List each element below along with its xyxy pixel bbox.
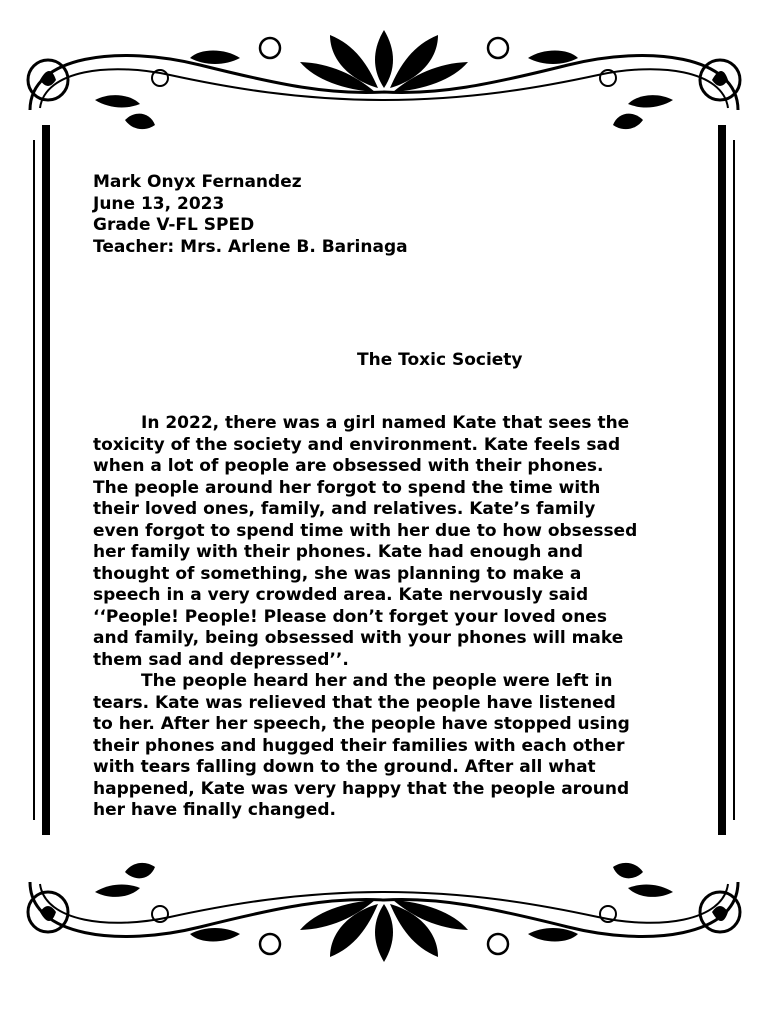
top-ornament (28, 30, 740, 129)
right-border-thin-line (733, 140, 735, 820)
essay-line: The people around her forgot to spend the time with (93, 477, 601, 498)
grade-level: Grade V-FL SPED (93, 215, 255, 235)
essay-line: ‘‘People! People! Please don’t forget your loved ones (93, 606, 607, 627)
essay-title: The Toxic Society (357, 350, 523, 370)
essay-line: thought of something, she was planning to make a (93, 563, 582, 584)
left-border-thin-line (33, 140, 35, 820)
student-name: Mark Onyx Fernandez (93, 172, 302, 192)
essay-line: even forgot to spend time with her due to how obsessed (93, 520, 638, 541)
teacher-name: Teacher: Mrs. Arlene B. Barinaga (93, 236, 408, 257)
essay-line: with tears falling down to the ground. After all what (93, 757, 596, 777)
bottom-ornament (28, 863, 740, 962)
essay-body (93, 413, 693, 822)
essay-line: speech in a very crowded area. Kate nervously said (93, 585, 589, 605)
essay-line: her have finally changed. (93, 800, 336, 820)
essay-line: their phones and hugged their families with each other (93, 735, 625, 756)
essay-line: toxicity of the society and environment. Kate feels sad (93, 434, 621, 455)
essay-line: tears. Kate was relieved that the people have listened (93, 692, 616, 713)
essay-line: them sad and depressed’’. (93, 649, 349, 670)
essay-line: her family with their phones. Kate had enough and (93, 542, 584, 562)
student-info-block (93, 172, 408, 258)
essay-line: The people heard her and the people were left in (141, 671, 613, 691)
essay-line: their loved ones, family, and relatives. Kate’s family (93, 499, 596, 519)
essay-line: happened, Kate was very happy that the people around (93, 778, 630, 799)
essay-line: to her. After her speech, the people have stopped using (93, 714, 630, 734)
essay-line: when a lot of people are obsessed with their phones. (93, 456, 604, 476)
right-border-bar (718, 125, 726, 835)
essay-line: and family, being obsessed with your phones will make (93, 628, 624, 648)
essay-line: In 2022, there was a girl named Kate that sees the (141, 413, 630, 433)
left-border-bar (42, 125, 50, 835)
document-date: June 13, 2023 (93, 193, 225, 214)
